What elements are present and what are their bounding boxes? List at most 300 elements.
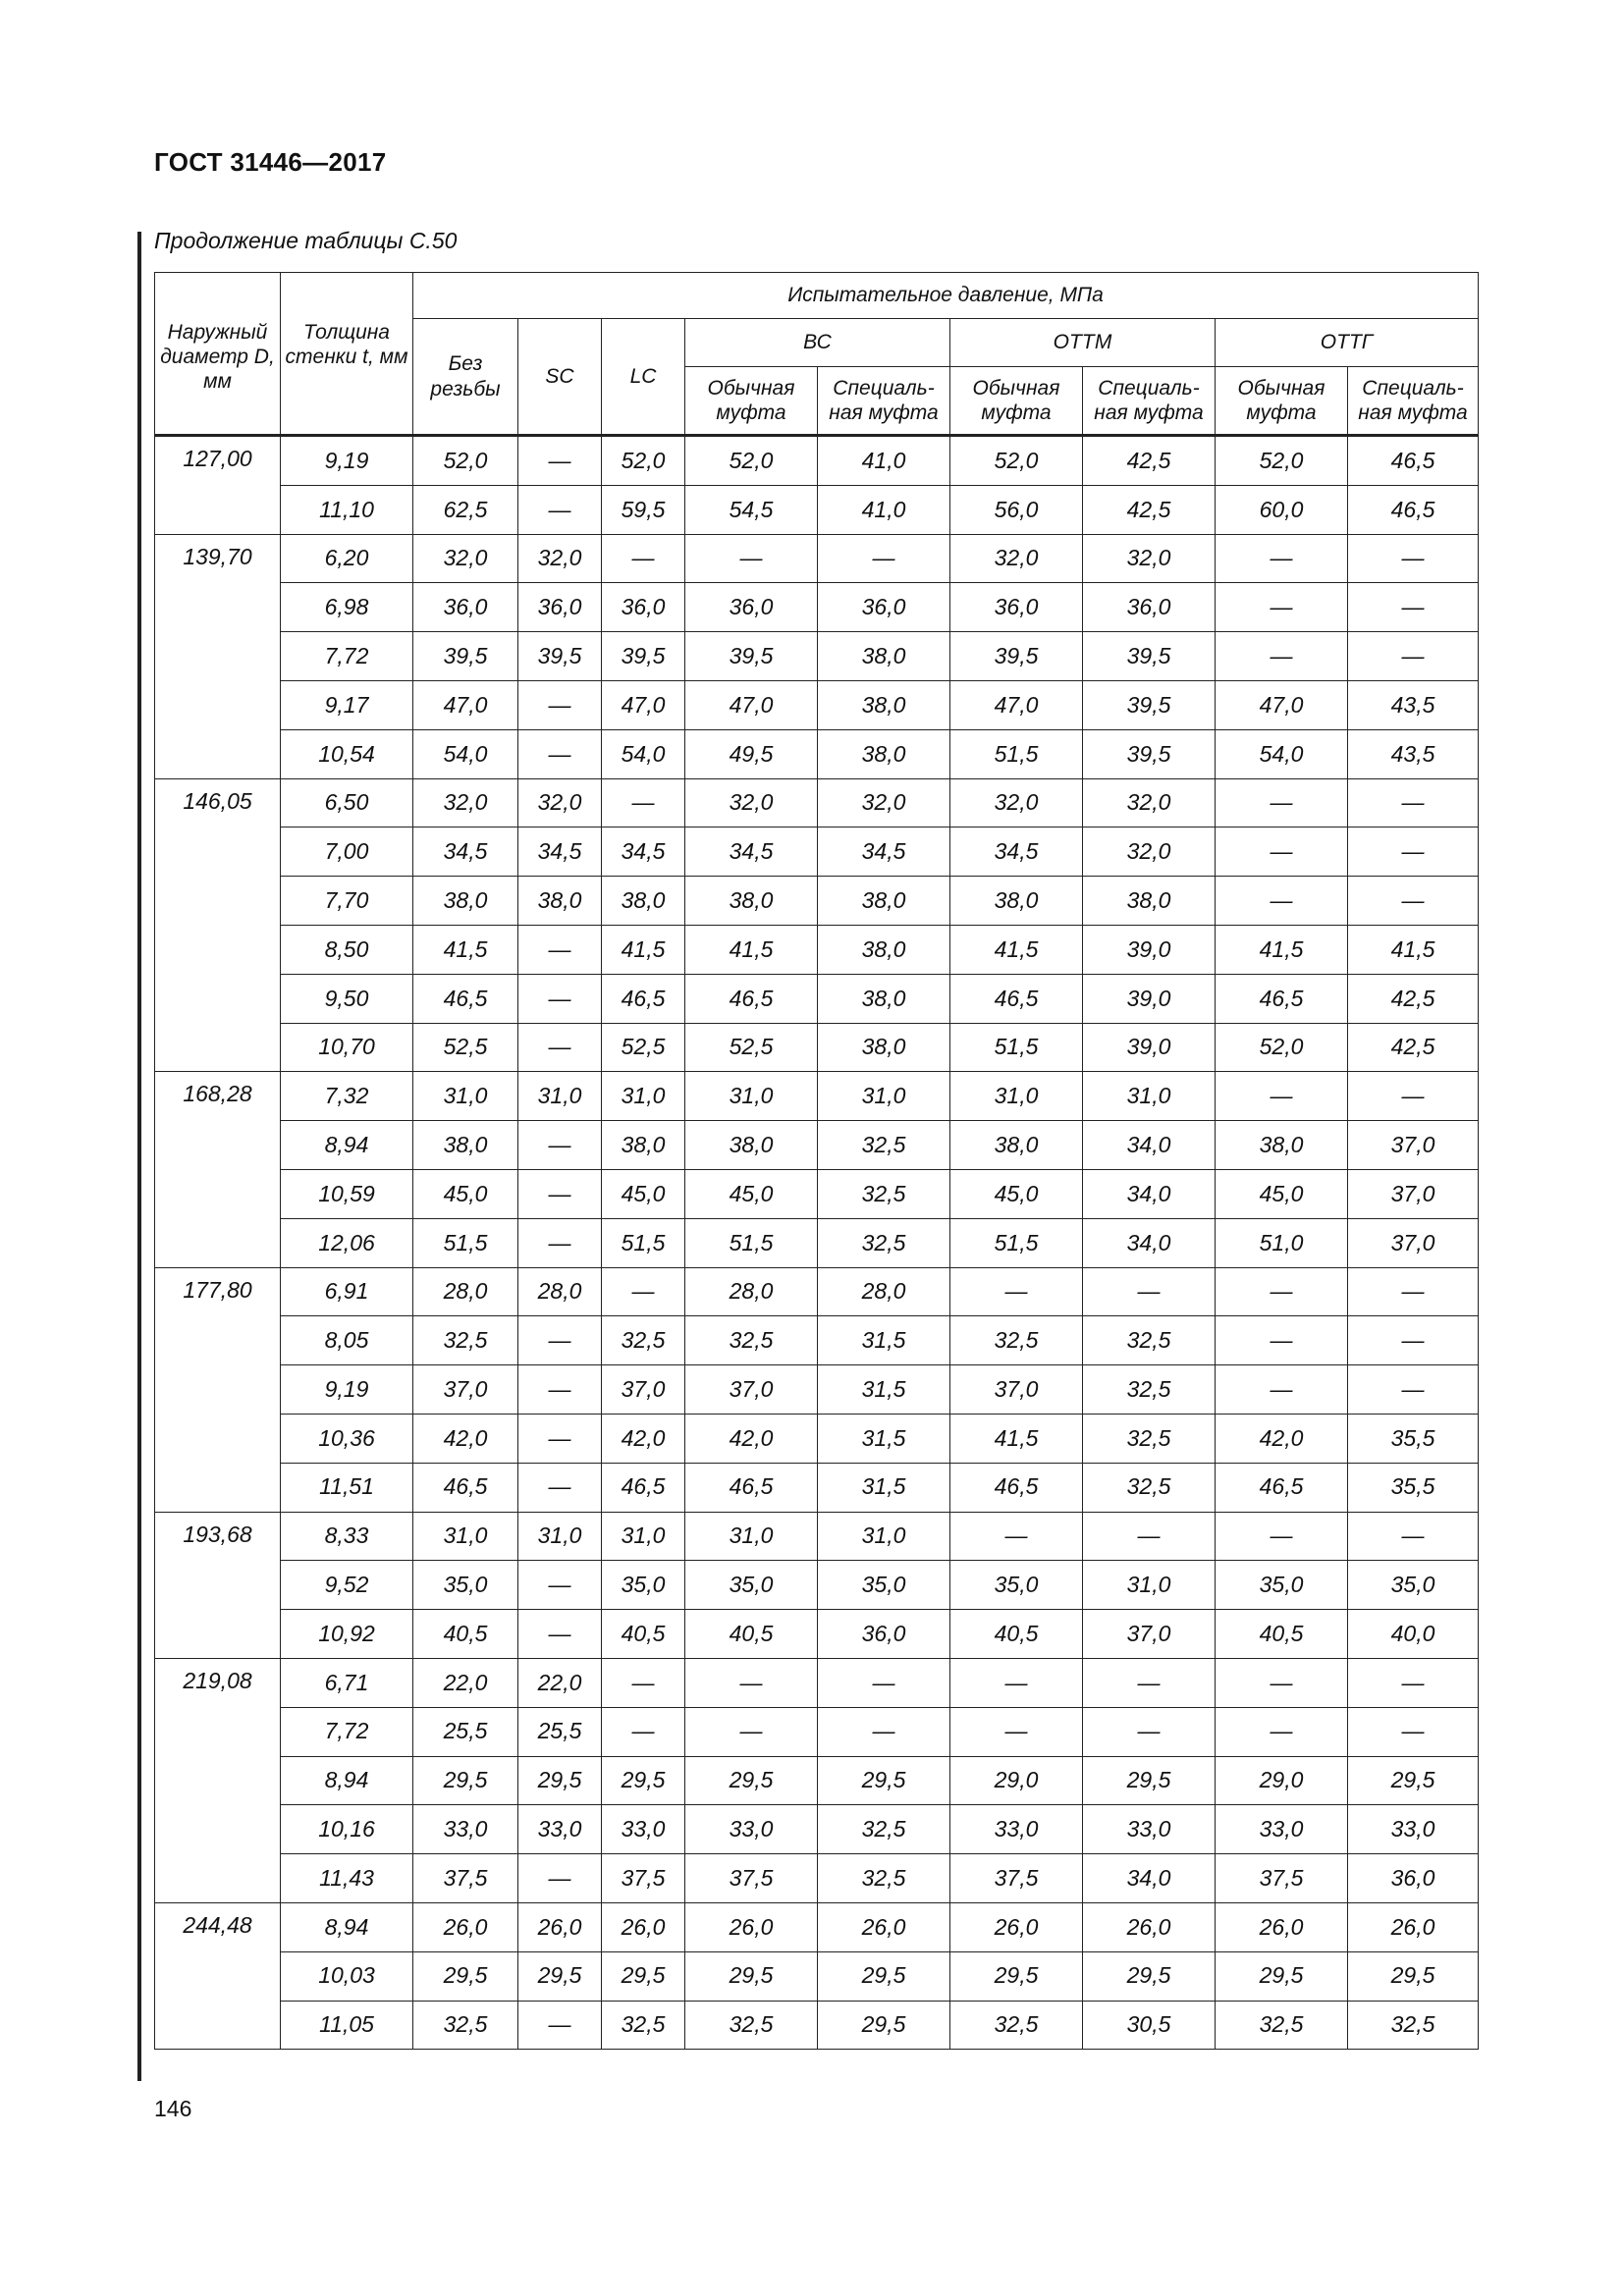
- plain-end-cell: 32,5: [413, 1316, 518, 1365]
- table-header: [155, 273, 1479, 436]
- plain-end-cell: 26,0: [413, 1902, 518, 1951]
- sc-cell: —: [518, 680, 602, 729]
- ottm-special-cell: 32,5: [1083, 1365, 1216, 1415]
- ottg-regular-cell: 37,5: [1216, 1854, 1348, 1903]
- sc-cell: —: [518, 436, 602, 486]
- table-row: [155, 778, 1479, 828]
- ottg-regular-cell: 26,0: [1216, 1902, 1348, 1951]
- wall-thickness-cell: 10,70: [281, 1023, 413, 1072]
- sc-cell: 25,5: [518, 1707, 602, 1756]
- bc-special-cell: 31,5: [818, 1316, 950, 1365]
- ottm-special-cell: 39,5: [1083, 680, 1216, 729]
- plain-end-cell: 45,0: [413, 1169, 518, 1218]
- ottm-special-cell: 32,5: [1083, 1414, 1216, 1463]
- ottg-special-cell: —: [1348, 1707, 1479, 1756]
- bc-special-cell: 32,5: [818, 1854, 950, 1903]
- wall-thickness-cell: 9,19: [281, 1365, 413, 1415]
- sc-cell: 39,5: [518, 632, 602, 681]
- ottm-special-cell: 34,0: [1083, 1121, 1216, 1170]
- ottm-regular-cell: 41,5: [950, 1414, 1083, 1463]
- sc-cell: 29,5: [518, 1951, 602, 2001]
- bc-regular-cell: 38,0: [685, 877, 818, 926]
- ottg-special-cell: —: [1348, 828, 1479, 877]
- bc-special-cell: —: [818, 1707, 950, 1756]
- lc-cell: —: [602, 1658, 685, 1707]
- ottg-special-cell: —: [1348, 778, 1479, 828]
- wall-thickness-cell: 10,92: [281, 1610, 413, 1659]
- wall-thickness-cell: 7,70: [281, 877, 413, 926]
- lc-cell: 29,5: [602, 1951, 685, 2001]
- plain-end-cell: 25,5: [413, 1707, 518, 1756]
- bc-special-cell: 29,5: [818, 2001, 950, 2050]
- header-plain-end: Без резьбы: [413, 319, 518, 436]
- ottm-regular-cell: 46,5: [950, 974, 1083, 1023]
- bc-regular-cell: 32,5: [685, 2001, 818, 2050]
- lc-cell: 34,5: [602, 828, 685, 877]
- ottg-special-cell: 33,0: [1348, 1805, 1479, 1854]
- ottg-regular-cell: —: [1216, 828, 1348, 877]
- lc-cell: 40,5: [602, 1610, 685, 1659]
- table-row: [155, 974, 1479, 1023]
- ottm-special-cell: 29,5: [1083, 1951, 1216, 2001]
- ottg-regular-cell: 45,0: [1216, 1169, 1348, 1218]
- plain-end-cell: 29,5: [413, 1951, 518, 2001]
- bc-regular-cell: 45,0: [685, 1169, 818, 1218]
- table-row: [155, 1658, 1479, 1707]
- outer-diameter-cell: 219,08: [155, 1658, 281, 1902]
- wall-thickness-cell: 8,94: [281, 1756, 413, 1805]
- table-row: [155, 1707, 1479, 1756]
- ottm-regular-cell: 29,5: [950, 1951, 1083, 2001]
- bc-special-cell: 32,5: [818, 1805, 950, 1854]
- lc-cell: 31,0: [602, 1512, 685, 1561]
- bc-regular-cell: —: [685, 1707, 818, 1756]
- lc-cell: —: [602, 1707, 685, 1756]
- bc-regular-cell: 54,5: [685, 485, 818, 534]
- ottm-special-cell: —: [1083, 1267, 1216, 1316]
- plain-end-cell: 37,0: [413, 1365, 518, 1415]
- sc-cell: 31,0: [518, 1072, 602, 1121]
- ottg-special-cell: 42,5: [1348, 974, 1479, 1023]
- ottm-special-cell: 30,5: [1083, 2001, 1216, 2050]
- sc-cell: —: [518, 485, 602, 534]
- table-row: [155, 1023, 1479, 1072]
- ottm-special-cell: 32,5: [1083, 1463, 1216, 1512]
- ottm-regular-cell: —: [950, 1707, 1083, 1756]
- ottm-regular-cell: 51,5: [950, 1023, 1083, 1072]
- ottg-regular-cell: 52,0: [1216, 436, 1348, 486]
- plain-end-cell: 36,0: [413, 583, 518, 632]
- ottm-special-cell: 34,0: [1083, 1218, 1216, 1267]
- ottm-regular-cell: 32,5: [950, 1316, 1083, 1365]
- sc-cell: —: [518, 1169, 602, 1218]
- ottm-special-cell: 39,5: [1083, 729, 1216, 778]
- sc-cell: —: [518, 925, 602, 974]
- plain-end-cell: 32,5: [413, 2001, 518, 2050]
- sc-cell: —: [518, 974, 602, 1023]
- sc-cell: —: [518, 1854, 602, 1903]
- header-ottm-regular: Обычная муфта: [950, 367, 1083, 436]
- header-bc-special: Специаль-ная муфта: [818, 367, 950, 436]
- sc-cell: 28,0: [518, 1267, 602, 1316]
- header-ottm: ОТТМ: [950, 319, 1216, 367]
- lc-cell: 38,0: [602, 1121, 685, 1170]
- ottm-regular-cell: 51,5: [950, 1218, 1083, 1267]
- bc-regular-cell: 37,0: [685, 1365, 818, 1415]
- ottg-regular-cell: 33,0: [1216, 1805, 1348, 1854]
- ottm-regular-cell: 39,5: [950, 632, 1083, 681]
- bc-special-cell: 32,5: [818, 1121, 950, 1170]
- lc-cell: 26,0: [602, 1902, 685, 1951]
- ottg-regular-cell: 51,0: [1216, 1218, 1348, 1267]
- ottg-special-cell: —: [1348, 877, 1479, 926]
- plain-end-cell: 51,5: [413, 1218, 518, 1267]
- bc-regular-cell: 51,5: [685, 1218, 818, 1267]
- bc-regular-cell: 36,0: [685, 583, 818, 632]
- plain-end-cell: 46,5: [413, 974, 518, 1023]
- wall-thickness-cell: 11,51: [281, 1463, 413, 1512]
- sc-cell: 32,0: [518, 778, 602, 828]
- header-ottg-special: Специаль-ная муфта: [1348, 367, 1479, 436]
- wall-thickness-cell: 8,05: [281, 1316, 413, 1365]
- ottg-regular-cell: 47,0: [1216, 680, 1348, 729]
- header-sc: SC: [518, 319, 602, 436]
- ottg-special-cell: 35,5: [1348, 1463, 1479, 1512]
- bc-regular-cell: —: [685, 534, 818, 583]
- ottm-regular-cell: 34,5: [950, 828, 1083, 877]
- ottg-special-cell: 37,0: [1348, 1169, 1479, 1218]
- ottm-regular-cell: 32,0: [950, 534, 1083, 583]
- ottm-regular-cell: —: [950, 1512, 1083, 1561]
- wall-thickness-cell: 6,71: [281, 1658, 413, 1707]
- table-row: [155, 729, 1479, 778]
- ottg-special-cell: —: [1348, 1316, 1479, 1365]
- bc-special-cell: 29,5: [818, 1756, 950, 1805]
- sc-cell: 38,0: [518, 877, 602, 926]
- table-row: [155, 1610, 1479, 1659]
- ottm-special-cell: 33,0: [1083, 1805, 1216, 1854]
- header-ottg: ОТТГ: [1216, 319, 1479, 367]
- lc-cell: 47,0: [602, 680, 685, 729]
- ottg-special-cell: 26,0: [1348, 1902, 1479, 1951]
- table-row: [155, 1414, 1479, 1463]
- bc-regular-cell: —: [685, 1658, 818, 1707]
- wall-thickness-cell: 10,59: [281, 1169, 413, 1218]
- plain-end-cell: 31,0: [413, 1072, 518, 1121]
- header-ottg-regular: Обычная муфта: [1216, 367, 1348, 436]
- ottm-special-cell: 29,5: [1083, 1756, 1216, 1805]
- ottm-regular-cell: 41,5: [950, 925, 1083, 974]
- ottm-regular-cell: 45,0: [950, 1169, 1083, 1218]
- wall-thickness-cell: 6,98: [281, 583, 413, 632]
- ottg-regular-cell: —: [1216, 1267, 1348, 1316]
- sc-cell: —: [518, 1561, 602, 1610]
- table-row: [155, 1218, 1479, 1267]
- ottm-regular-cell: 37,5: [950, 1854, 1083, 1903]
- ottg-special-cell: 46,5: [1348, 485, 1479, 534]
- ottg-regular-cell: —: [1216, 877, 1348, 926]
- bc-regular-cell: 32,5: [685, 1316, 818, 1365]
- bc-regular-cell: 41,5: [685, 925, 818, 974]
- ottm-regular-cell: 40,5: [950, 1610, 1083, 1659]
- bc-special-cell: 31,5: [818, 1463, 950, 1512]
- plain-end-cell: 41,5: [413, 925, 518, 974]
- lc-cell: —: [602, 778, 685, 828]
- bc-special-cell: 34,5: [818, 828, 950, 877]
- sc-cell: —: [518, 1365, 602, 1415]
- lc-cell: 33,0: [602, 1805, 685, 1854]
- plain-end-cell: 33,0: [413, 1805, 518, 1854]
- lc-cell: 32,5: [602, 1316, 685, 1365]
- lc-cell: 36,0: [602, 583, 685, 632]
- lc-cell: 32,5: [602, 2001, 685, 2050]
- ottg-special-cell: —: [1348, 1267, 1479, 1316]
- lc-cell: 52,5: [602, 1023, 685, 1072]
- ottg-special-cell: 46,5: [1348, 436, 1479, 486]
- plain-end-cell: 38,0: [413, 877, 518, 926]
- ottg-regular-cell: —: [1216, 583, 1348, 632]
- sc-cell: 26,0: [518, 1902, 602, 1951]
- bc-special-cell: 38,0: [818, 680, 950, 729]
- table-row: [155, 1561, 1479, 1610]
- plain-end-cell: 32,0: [413, 534, 518, 583]
- bc-special-cell: 35,0: [818, 1561, 950, 1610]
- ottm-special-cell: —: [1083, 1707, 1216, 1756]
- bc-special-cell: 28,0: [818, 1267, 950, 1316]
- ottg-regular-cell: —: [1216, 778, 1348, 828]
- ottm-special-cell: 32,5: [1083, 1316, 1216, 1365]
- ottg-special-cell: 29,5: [1348, 1756, 1479, 1805]
- lc-cell: 35,0: [602, 1561, 685, 1610]
- wall-thickness-cell: 7,00: [281, 828, 413, 877]
- ottg-regular-cell: 60,0: [1216, 485, 1348, 534]
- lc-cell: 37,5: [602, 1854, 685, 1903]
- table-row: [155, 1805, 1479, 1854]
- bc-regular-cell: 29,5: [685, 1756, 818, 1805]
- plain-end-cell: 54,0: [413, 729, 518, 778]
- ottm-special-cell: —: [1083, 1512, 1216, 1561]
- lc-cell: 31,0: [602, 1072, 685, 1121]
- table-row: [155, 485, 1479, 534]
- sc-cell: —: [518, 1023, 602, 1072]
- header-ottm-special: Специаль-ная муфта: [1083, 367, 1216, 436]
- bc-regular-cell: 40,5: [685, 1610, 818, 1659]
- header-wall-thickness: Толщина стенки t, мм: [281, 273, 413, 436]
- wall-thickness-cell: 11,43: [281, 1854, 413, 1903]
- wall-thickness-cell: 10,03: [281, 1951, 413, 2001]
- wall-thickness-cell: 6,50: [281, 778, 413, 828]
- table-body: [155, 436, 1479, 2050]
- lc-cell: 51,5: [602, 1218, 685, 1267]
- wall-thickness-cell: 10,54: [281, 729, 413, 778]
- sc-cell: 33,0: [518, 1805, 602, 1854]
- sc-cell: 29,5: [518, 1756, 602, 1805]
- table-row: [155, 1121, 1479, 1170]
- ottg-special-cell: 42,5: [1348, 1023, 1479, 1072]
- ottg-special-cell: 32,5: [1348, 2001, 1479, 2050]
- ottm-special-cell: 42,5: [1083, 485, 1216, 534]
- plain-end-cell: 22,0: [413, 1658, 518, 1707]
- lc-cell: 59,5: [602, 485, 685, 534]
- document-title: ГОСТ 31446—2017: [154, 147, 387, 177]
- sc-cell: —: [518, 729, 602, 778]
- bc-regular-cell: 33,0: [685, 1805, 818, 1854]
- bc-special-cell: 38,0: [818, 1023, 950, 1072]
- sc-cell: —: [518, 1610, 602, 1659]
- outer-diameter-cell: 127,00: [155, 436, 281, 535]
- sc-cell: 36,0: [518, 583, 602, 632]
- plain-end-cell: 38,0: [413, 1121, 518, 1170]
- plain-end-cell: 40,5: [413, 1610, 518, 1659]
- bc-regular-cell: 52,0: [685, 436, 818, 486]
- wall-thickness-cell: 9,52: [281, 1561, 413, 1610]
- wall-thickness-cell: 8,33: [281, 1512, 413, 1561]
- ottm-special-cell: 42,5: [1083, 436, 1216, 486]
- ottg-special-cell: 35,0: [1348, 1561, 1479, 1610]
- wall-thickness-cell: 12,06: [281, 1218, 413, 1267]
- bc-special-cell: 32,0: [818, 778, 950, 828]
- wall-thickness-cell: 8,94: [281, 1121, 413, 1170]
- ottm-regular-cell: 38,0: [950, 877, 1083, 926]
- ottm-regular-cell: 56,0: [950, 485, 1083, 534]
- bc-special-cell: 31,5: [818, 1365, 950, 1415]
- bc-special-cell: —: [818, 534, 950, 583]
- sc-cell: —: [518, 1463, 602, 1512]
- bc-regular-cell: 34,5: [685, 828, 818, 877]
- header-lc: LC: [602, 319, 685, 436]
- ottm-special-cell: 31,0: [1083, 1561, 1216, 1610]
- bc-special-cell: 36,0: [818, 583, 950, 632]
- header-bc-regular: Обычная муфта: [685, 367, 818, 436]
- ottg-special-cell: —: [1348, 632, 1479, 681]
- bc-special-cell: 31,5: [818, 1414, 950, 1463]
- ottg-special-cell: —: [1348, 583, 1479, 632]
- wall-thickness-cell: 9,19: [281, 436, 413, 486]
- revision-bar: [137, 232, 141, 2081]
- table-row: [155, 925, 1479, 974]
- bc-regular-cell: 26,0: [685, 1902, 818, 1951]
- ottg-regular-cell: —: [1216, 1365, 1348, 1415]
- plain-end-cell: 31,0: [413, 1512, 518, 1561]
- sc-cell: —: [518, 2001, 602, 2050]
- wall-thickness-cell: 7,72: [281, 632, 413, 681]
- ottm-special-cell: 37,0: [1083, 1610, 1216, 1659]
- ottg-regular-cell: 46,5: [1216, 974, 1348, 1023]
- ottg-special-cell: 29,5: [1348, 1951, 1479, 2001]
- lc-cell: 39,5: [602, 632, 685, 681]
- ottm-regular-cell: 26,0: [950, 1902, 1083, 1951]
- bc-special-cell: 38,0: [818, 632, 950, 681]
- ottm-regular-cell: 33,0: [950, 1805, 1083, 1854]
- ottm-special-cell: 39,0: [1083, 925, 1216, 974]
- bc-special-cell: 41,0: [818, 436, 950, 486]
- ottg-regular-cell: —: [1216, 534, 1348, 583]
- bc-special-cell: 38,0: [818, 877, 950, 926]
- plain-end-cell: 28,0: [413, 1267, 518, 1316]
- ottm-special-cell: 26,0: [1083, 1902, 1216, 1951]
- bc-special-cell: 32,5: [818, 1169, 950, 1218]
- ottg-special-cell: 43,5: [1348, 729, 1479, 778]
- outer-diameter-cell: 193,68: [155, 1512, 281, 1658]
- table-row: [155, 436, 1479, 486]
- table-row: [155, 1951, 1479, 2001]
- bc-special-cell: 31,0: [818, 1512, 950, 1561]
- sc-cell: 34,5: [518, 828, 602, 877]
- ottg-regular-cell: 35,0: [1216, 1561, 1348, 1610]
- bc-special-cell: 38,0: [818, 729, 950, 778]
- plain-end-cell: 32,0: [413, 778, 518, 828]
- table-caption: Продолжение таблицы С.50: [154, 228, 458, 253]
- table-row: [155, 680, 1479, 729]
- bc-special-cell: 29,5: [818, 1951, 950, 2001]
- bc-regular-cell: 49,5: [685, 729, 818, 778]
- lc-cell: 46,5: [602, 1463, 685, 1512]
- lc-cell: 41,5: [602, 925, 685, 974]
- sc-cell: —: [518, 1121, 602, 1170]
- ottg-regular-cell: —: [1216, 1512, 1348, 1561]
- bc-regular-cell: 31,0: [685, 1512, 818, 1561]
- ottg-special-cell: 35,5: [1348, 1414, 1479, 1463]
- sc-cell: 22,0: [518, 1658, 602, 1707]
- table-row: [155, 1169, 1479, 1218]
- table-row: [155, 1267, 1479, 1316]
- ottg-regular-cell: —: [1216, 632, 1348, 681]
- table-row: [155, 583, 1479, 632]
- lc-cell: 29,5: [602, 1756, 685, 1805]
- ottg-regular-cell: 42,0: [1216, 1414, 1348, 1463]
- bc-regular-cell: 35,0: [685, 1561, 818, 1610]
- plain-end-cell: 39,5: [413, 632, 518, 681]
- ottg-special-cell: 37,0: [1348, 1121, 1479, 1170]
- bc-regular-cell: 42,0: [685, 1414, 818, 1463]
- plain-end-cell: 52,5: [413, 1023, 518, 1072]
- ottg-special-cell: —: [1348, 1365, 1479, 1415]
- bc-regular-cell: 37,5: [685, 1854, 818, 1903]
- outer-diameter-cell: 139,70: [155, 534, 281, 778]
- plain-end-cell: 42,0: [413, 1414, 518, 1463]
- page-number: 146: [154, 2096, 192, 2121]
- ottg-regular-cell: 29,5: [1216, 1951, 1348, 2001]
- ottm-special-cell: 32,0: [1083, 778, 1216, 828]
- plain-end-cell: 52,0: [413, 436, 518, 486]
- ottm-special-cell: 39,5: [1083, 632, 1216, 681]
- bc-regular-cell: 32,0: [685, 778, 818, 828]
- ottm-special-cell: 39,0: [1083, 974, 1216, 1023]
- wall-thickness-cell: 11,05: [281, 2001, 413, 2050]
- ottg-special-cell: —: [1348, 534, 1479, 583]
- ottm-special-cell: 32,0: [1083, 828, 1216, 877]
- wall-thickness-cell: 10,16: [281, 1805, 413, 1854]
- bc-special-cell: 38,0: [818, 925, 950, 974]
- lc-cell: 37,0: [602, 1365, 685, 1415]
- wall-thickness-cell: 9,50: [281, 974, 413, 1023]
- plain-end-cell: 37,5: [413, 1854, 518, 1903]
- bc-regular-cell: 28,0: [685, 1267, 818, 1316]
- plain-end-cell: 29,5: [413, 1756, 518, 1805]
- table-row: [155, 1316, 1479, 1365]
- sc-cell: —: [518, 1218, 602, 1267]
- table-row: [155, 1902, 1479, 1951]
- wall-thickness-cell: 6,91: [281, 1267, 413, 1316]
- bc-regular-cell: 47,0: [685, 680, 818, 729]
- ottm-regular-cell: 46,5: [950, 1463, 1083, 1512]
- bc-regular-cell: 52,5: [685, 1023, 818, 1072]
- ottg-regular-cell: 46,5: [1216, 1463, 1348, 1512]
- bc-special-cell: 41,0: [818, 485, 950, 534]
- ottm-special-cell: 39,0: [1083, 1023, 1216, 1072]
- lc-cell: 54,0: [602, 729, 685, 778]
- ottm-regular-cell: —: [950, 1658, 1083, 1707]
